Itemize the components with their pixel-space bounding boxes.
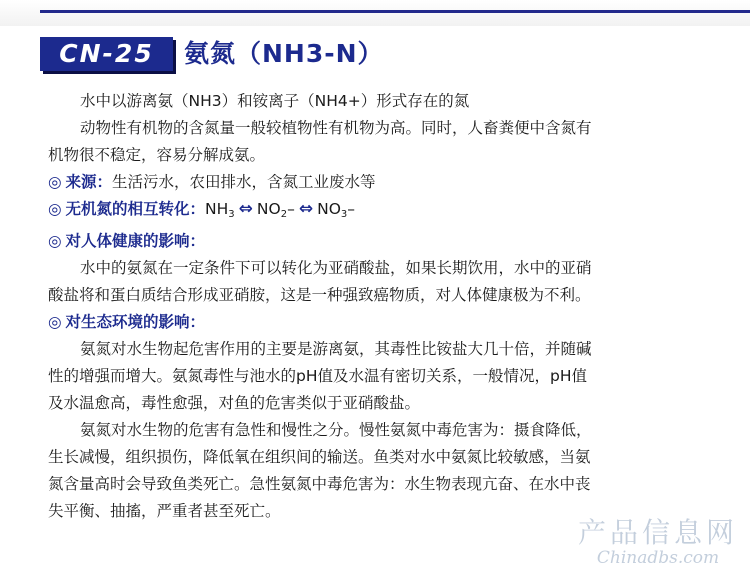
ecology-title: 对生态环境的影响： xyxy=(65,313,206,331)
content-body xyxy=(48,88,710,525)
bullet-icon: ◎ xyxy=(48,232,62,250)
top-bar xyxy=(0,0,750,26)
health-line2: 酸盐将和蛋白质结合形成亚硝胺，这是一种强致癌物质，对人体健康极为不利。 xyxy=(48,286,591,304)
watermark-en: Chinadbs.com xyxy=(596,548,720,568)
bullet-icon: ◎ xyxy=(48,313,62,331)
no3-base: NO xyxy=(317,200,341,218)
watermark-cn: 产品信息网 xyxy=(577,516,738,549)
ecology-line2: 性的增强而增大。氨氮毒性与池水的pH值及水温有密切关系，一般情况，pH值 xyxy=(48,367,587,385)
no2-tail: – xyxy=(287,200,295,218)
section-sources xyxy=(48,169,710,196)
no2-base: NO xyxy=(256,200,281,218)
double-arrow-icon: ⇔ xyxy=(238,199,253,219)
page-title: 氨氮（NH3-N） xyxy=(184,39,384,68)
conversion-title: 无机氮的相互转化： xyxy=(65,200,206,218)
sources-text: 生活污水，农田排水，含氮工业废水等 xyxy=(112,173,376,191)
health-title: 对人体健康的影响： xyxy=(65,232,206,250)
paragraph-definition: 水中以游离氨（NH3）和铵离子（NH4+）形式存在的氮 xyxy=(80,92,470,110)
ecology-line1: 氨氮对水生物起危害作用的主要是游离氨，其毒性比铵盐大几十倍，并随碱 xyxy=(80,340,592,358)
section-ecology xyxy=(48,309,710,336)
formula-no3 xyxy=(317,200,355,218)
nh3-sub: 3 xyxy=(228,209,235,220)
ecology-line5: 生长减慢，组织损伤，降低氧在组织间的输送。鱼类对水中氨氮比较敏感，当氨 xyxy=(48,448,591,466)
sources-title: 来源： xyxy=(65,173,113,191)
bullet-icon: ◎ xyxy=(48,173,62,191)
ecology-line6: 氮含量高时会导致鱼类死亡。急性氨氮中毒危害为：水生物表现亢奋、在水中丧 xyxy=(48,475,591,493)
double-arrow-icon: ⇔ xyxy=(298,199,314,219)
paragraph-organic-line2: 机物很不稳定，容易分解成氨。 xyxy=(48,146,266,164)
no2-sub: 2 xyxy=(280,209,288,220)
section-conversion xyxy=(48,196,710,228)
health-line1: 水中的氨氮在一定条件下可以转化为亚硝酸盐，如果长期饮用，水中的亚硝 xyxy=(80,259,592,277)
bullet-icon: ◎ xyxy=(48,200,62,218)
ecology-line3: 及水温愈高，毒性愈强，对鱼的危害类似于亚硝酸盐。 xyxy=(48,394,421,412)
top-rule xyxy=(40,10,750,13)
section-health xyxy=(48,228,710,255)
formula-nh3 xyxy=(205,200,235,218)
no3-tail: – xyxy=(347,200,356,218)
ecology-line4: 氨氮对水生物的危害有急性和慢性之分。慢性氨氮中毒危害为：摄食降低， xyxy=(80,421,592,439)
no3-sub: 3 xyxy=(340,209,348,220)
ecology-line7: 失平衡、抽搐，严重者甚至死亡。 xyxy=(48,502,281,520)
watermark-logo xyxy=(578,517,738,567)
code-badge: CN-25 xyxy=(40,37,173,71)
nh3-base: NH xyxy=(205,200,229,218)
paragraph-organic-line1: 动物性有机物的含氮量一般较植物性有机物为高。同时，人畜粪便中含氮有 xyxy=(80,119,592,137)
formula-no2 xyxy=(257,200,295,218)
